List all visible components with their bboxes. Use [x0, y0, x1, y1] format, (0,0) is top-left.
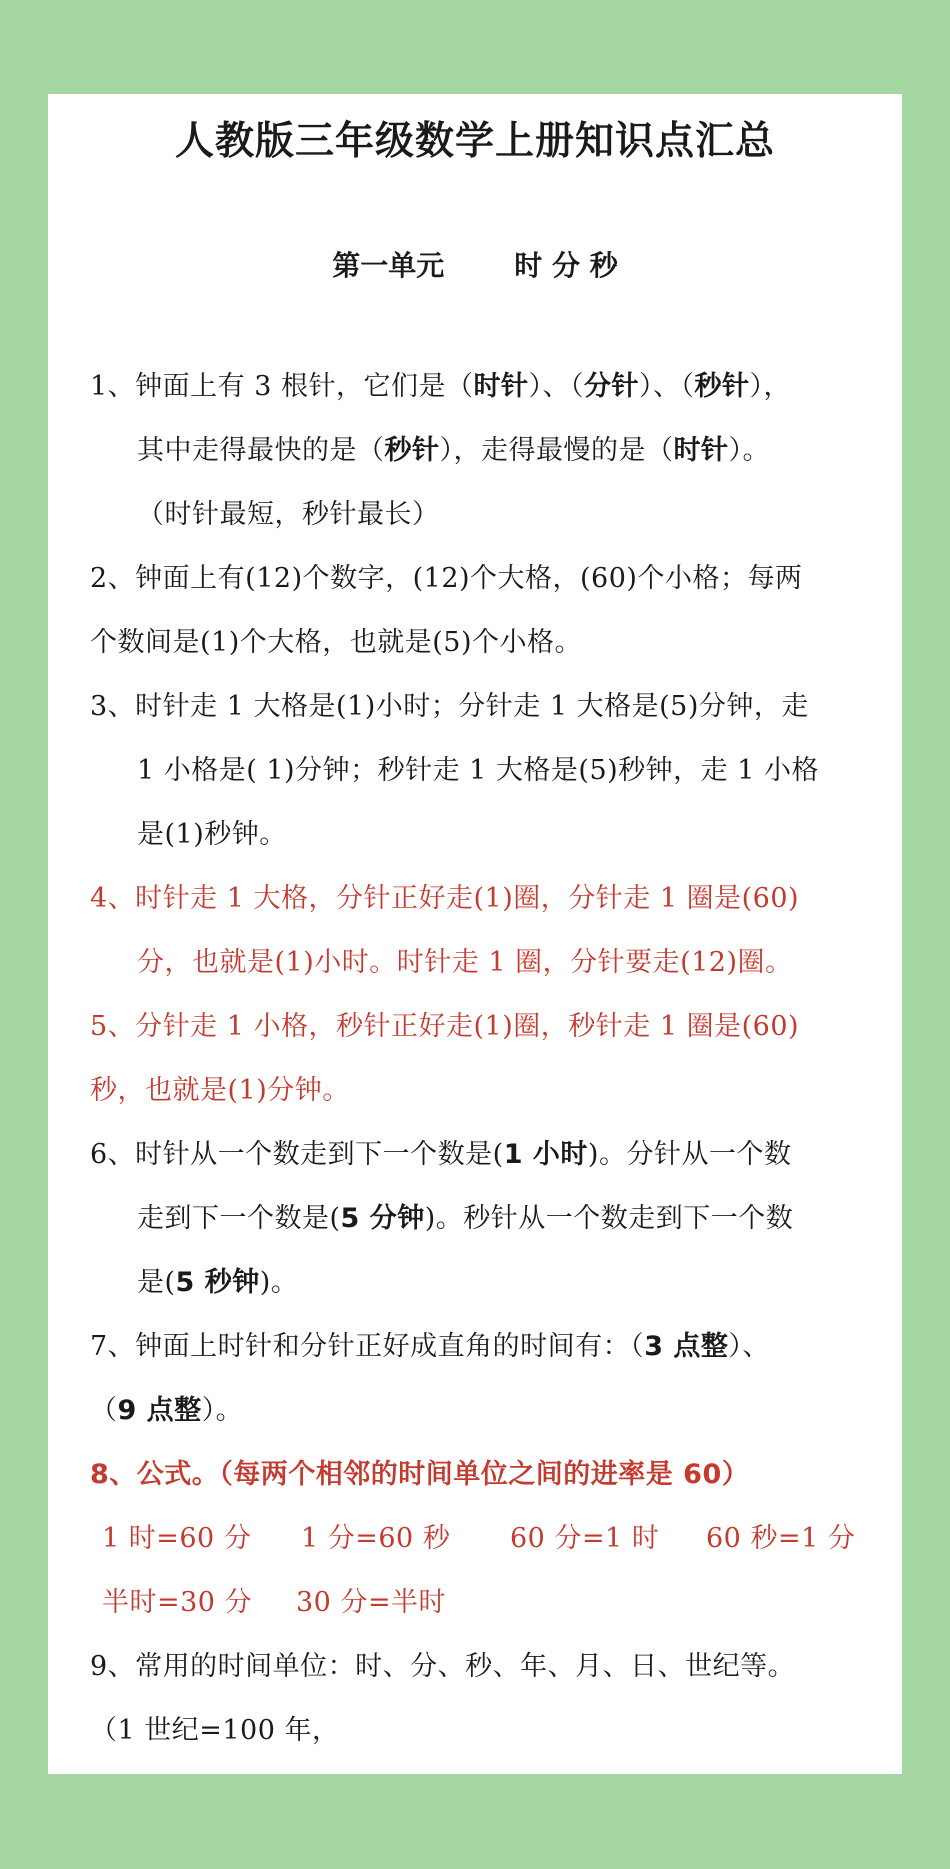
- item-3-line-3: 是(1)秒钟。: [137, 819, 287, 850]
- item-9-line-1: 9、常用的时间单位：时、分、秒、年、月、日、世纪等。: [90, 1651, 796, 1682]
- formula-1: 1 时=60 分: [102, 1523, 252, 1554]
- item-9-line-2: （1 世纪=100 年，: [90, 1715, 340, 1746]
- item-5-line-2: 秒，也就是(1)分钟。: [90, 1075, 350, 1106]
- item-6-line-3: 是(5 秒钟)。: [137, 1267, 299, 1298]
- item-1-note: （时针最短，秒针最长）: [137, 499, 440, 530]
- item-1-line-2: 其中走得最快的是（秒针），走得最慢的是（时针）。: [137, 435, 770, 466]
- item-7-line-1: 7、钟面上时针和分针正好成直角的时间有：（3 点整）、: [90, 1331, 770, 1362]
- item-6-line-1: 6、时针从一个数走到下一个数是(1 小时)。分针从一个数: [90, 1139, 792, 1170]
- formula-5: 半时=30 分: [102, 1587, 253, 1618]
- item-2-line-1: 2、钟面上有(12)个数字，(12)个大格，(60)个小格；每两: [90, 563, 803, 594]
- item-1-line-1: 1、钟面上有 3 根针，它们是（时针）、（分针）、（秒针），: [90, 371, 792, 402]
- unit-name: 第一单元: [332, 249, 445, 282]
- item-5-line-1: 5、分针走 1 小格，秒针正好走(1)圈，秒针走 1 圈是(60): [90, 1011, 800, 1042]
- formula-2: 1 分=60 秒: [301, 1523, 451, 1554]
- formula-6: 30 分=半时: [296, 1587, 447, 1618]
- item-8-heading: 8、公式。（每两个相邻的时间单位之间的进率是 60）: [90, 1459, 750, 1490]
- document-page: [48, 94, 902, 1774]
- unit-topic: 时 分 秒: [514, 249, 618, 282]
- item-4-line-1: 4、时针走 1 大格，分针正好走(1)圈，分针走 1 圈是(60): [90, 883, 800, 914]
- item-4-line-2: 分，也就是(1)小时。时针走 1 圈，分针要走(12)圈。: [137, 947, 793, 978]
- item-7-line-2: （9 点整）。: [90, 1395, 244, 1426]
- item-2-line-2: 个数间是(1)个大格，也就是(5)个小格。: [90, 627, 582, 658]
- unit-heading: [48, 244, 902, 284]
- item-3-line-1: 3、时针走 1 大格是(1)小时；分针走 1 大格是(5)分钟，走: [90, 691, 809, 722]
- formula-3: 60 分=1 时: [510, 1523, 660, 1554]
- formula-4: 60 秒=1 分: [706, 1523, 856, 1554]
- document-title: 人教版三年级数学上册知识点汇总: [174, 119, 775, 164]
- item-6-line-2: 走到下一个数是(5 分钟)。秒针从一个数走到下一个数: [137, 1203, 794, 1234]
- item-3-line-2: 1 小格是( 1)分钟；秒针走 1 大格是(5)秒钟，走 1 小格: [137, 755, 820, 786]
